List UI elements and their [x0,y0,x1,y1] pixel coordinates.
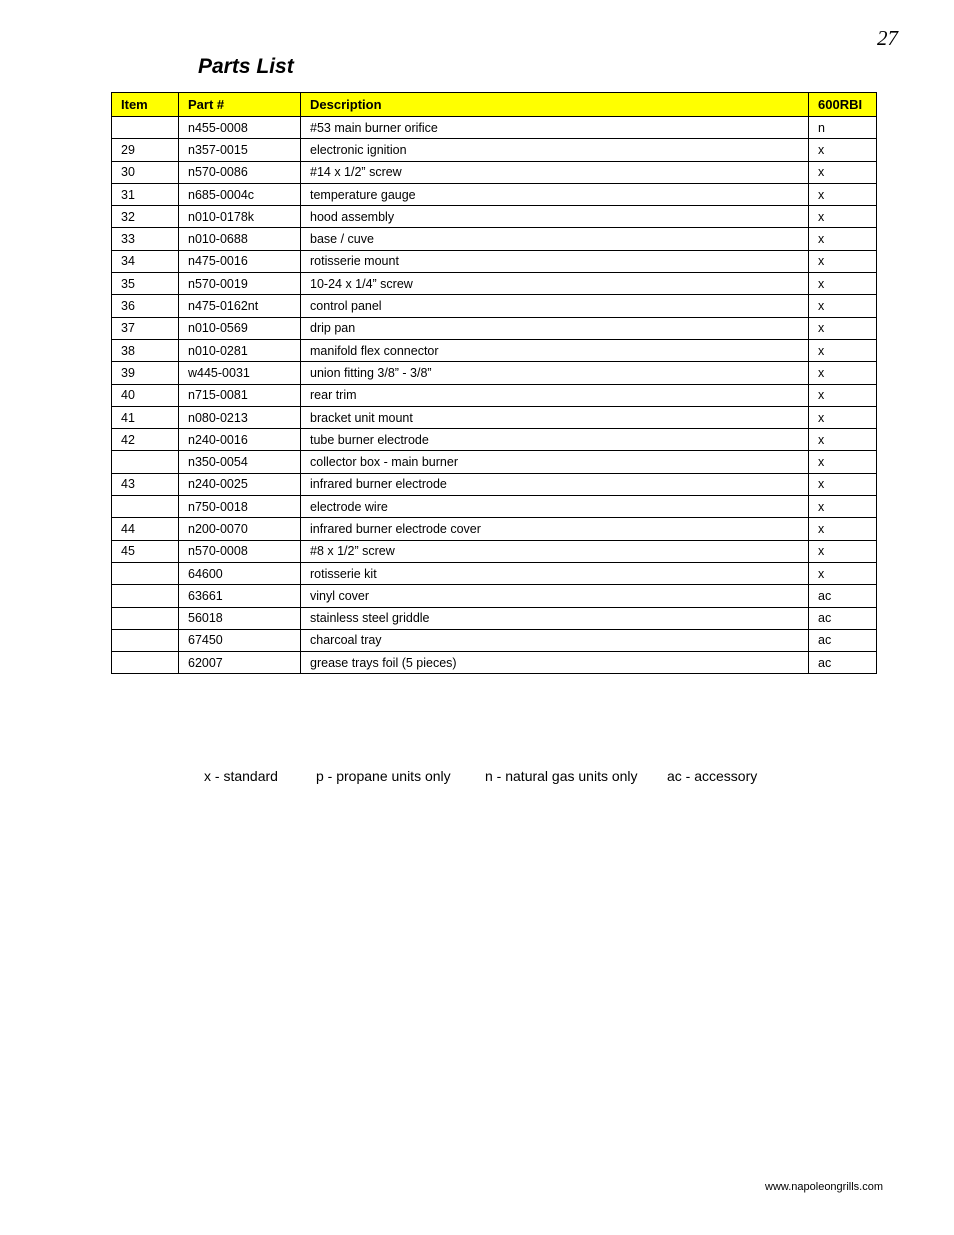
cell-availability: ac [809,629,877,651]
table-row [112,473,877,495]
legend [0,766,954,786]
table-row [112,362,877,384]
cell-part-number: n570-0019 [179,273,301,295]
cell-availability: x [809,562,877,584]
cell-availability: x [809,429,877,451]
cell-description: #8 x 1/2” screw [301,540,809,562]
page-title: Parts List [198,55,294,78]
table-row [112,384,877,406]
page-number: 27 [877,26,898,50]
table-header-row [112,93,877,117]
cell-availability: x [809,451,877,473]
cell-availability: x [809,139,877,161]
table-row [112,295,877,317]
cell-description: electrode wire [301,496,809,518]
cell-availability: x [809,183,877,205]
cell-availability: x [809,406,877,428]
column-header-description: Description [301,93,809,117]
cell-item: 41 [112,406,179,428]
cell-part-number: n240-0025 [179,473,301,495]
table-row [112,562,877,584]
column-header-part-number: Part # [179,93,301,117]
cell-availability: n [809,117,877,139]
table-row [112,496,877,518]
cell-part-number: n010-0178k [179,206,301,228]
cell-part-number: n570-0086 [179,161,301,183]
cell-part-number: n010-0569 [179,317,301,339]
cell-item: 29 [112,139,179,161]
table-row [112,652,877,674]
table-row [112,429,877,451]
cell-item: 42 [112,429,179,451]
cell-description: infrared burner electrode [301,473,809,495]
cell-item [112,496,179,518]
cell-availability: x [809,228,877,250]
footer-url: www.napoleongrills.com [765,1181,883,1193]
cell-availability: x [809,250,877,272]
cell-item: 44 [112,518,179,540]
table-row [112,250,877,272]
cell-availability: ac [809,585,877,607]
table-row [112,206,877,228]
cell-availability: x [809,273,877,295]
cell-item [112,585,179,607]
cell-description: #53 main burner orifice [301,117,809,139]
cell-description: tube burner electrode [301,429,809,451]
cell-description: charcoal tray [301,629,809,651]
cell-description: bracket unit mount [301,406,809,428]
cell-part-number: 62007 [179,652,301,674]
cell-description: stainless steel griddle [301,607,809,629]
cell-description: vinyl cover [301,585,809,607]
cell-item [112,629,179,651]
cell-description: infrared burner electrode cover [301,518,809,540]
column-header-model: 600RBI [809,93,877,117]
cell-item [112,607,179,629]
cell-item: 36 [112,295,179,317]
cell-item: 32 [112,206,179,228]
cell-part-number: n350-0054 [179,451,301,473]
cell-part-number: n455-0008 [179,117,301,139]
cell-availability: x [809,384,877,406]
cell-item: 45 [112,540,179,562]
legend-propane: p - propane units only [316,768,451,784]
table-row [112,585,877,607]
table-row [112,317,877,339]
table-row [112,161,877,183]
table-row [112,183,877,205]
cell-part-number: n010-0281 [179,339,301,361]
cell-availability: x [809,206,877,228]
cell-item: 37 [112,317,179,339]
cell-availability: x [809,496,877,518]
table-row [112,273,877,295]
cell-item: 31 [112,183,179,205]
cell-item: 39 [112,362,179,384]
cell-description: electronic ignition [301,139,809,161]
cell-description: manifold flex connector [301,339,809,361]
cell-part-number: 63661 [179,585,301,607]
cell-description: base / cuve [301,228,809,250]
cell-description: union fitting 3/8” - 3/8” [301,362,809,384]
table-row [112,139,877,161]
cell-description: rotisserie kit [301,562,809,584]
parts-table [111,92,877,674]
table-row [112,451,877,473]
cell-part-number: n475-0016 [179,250,301,272]
cell-item: 33 [112,228,179,250]
cell-item: 30 [112,161,179,183]
cell-part-number: n240-0016 [179,429,301,451]
table-row [112,629,877,651]
cell-part-number: n357-0015 [179,139,301,161]
cell-part-number: n715-0081 [179,384,301,406]
cell-description: drip pan [301,317,809,339]
cell-item: 38 [112,339,179,361]
cell-availability: x [809,540,877,562]
table-row [112,228,877,250]
cell-availability: x [809,518,877,540]
table-row [112,339,877,361]
cell-availability: ac [809,652,877,674]
cell-availability: x [809,473,877,495]
cell-item [112,117,179,139]
cell-availability: x [809,362,877,384]
cell-availability: x [809,295,877,317]
cell-item: 40 [112,384,179,406]
cell-part-number: 67450 [179,629,301,651]
cell-part-number: 64600 [179,562,301,584]
cell-item: 34 [112,250,179,272]
cell-item: 35 [112,273,179,295]
cell-item [112,652,179,674]
legend-accessory: ac - accessory [667,768,758,784]
cell-item: 43 [112,473,179,495]
cell-part-number: 56018 [179,607,301,629]
cell-part-number: n750-0018 [179,496,301,518]
cell-item [112,451,179,473]
table-row [112,518,877,540]
column-header-item: Item [112,93,179,117]
cell-description: rotisserie mount [301,250,809,272]
cell-item [112,562,179,584]
cell-availability: ac [809,607,877,629]
cell-availability: x [809,317,877,339]
cell-description: rear trim [301,384,809,406]
cell-availability: x [809,161,877,183]
cell-description: control panel [301,295,809,317]
parts-table-body [112,117,877,674]
cell-part-number: n010-0688 [179,228,301,250]
cell-description: grease trays foil (5 pieces) [301,652,809,674]
table-row [112,540,877,562]
table-row [112,406,877,428]
cell-description: 10-24 x 1/4” screw [301,273,809,295]
table-row [112,117,877,139]
cell-description: temperature gauge [301,183,809,205]
cell-part-number: n570-0008 [179,540,301,562]
legend-natural-gas: n - natural gas units only [485,768,638,784]
legend-standard: x - standard [204,768,278,784]
cell-description: collector box - main burner [301,451,809,473]
cell-description: #14 x 1/2” screw [301,161,809,183]
cell-part-number: n685-0004c [179,183,301,205]
cell-part-number: n200-0070 [179,518,301,540]
cell-description: hood assembly [301,206,809,228]
cell-part-number: n475-0162nt [179,295,301,317]
cell-part-number: n080-0213 [179,406,301,428]
cell-availability: x [809,339,877,361]
table-row [112,607,877,629]
cell-part-number: w445-0031 [179,362,301,384]
